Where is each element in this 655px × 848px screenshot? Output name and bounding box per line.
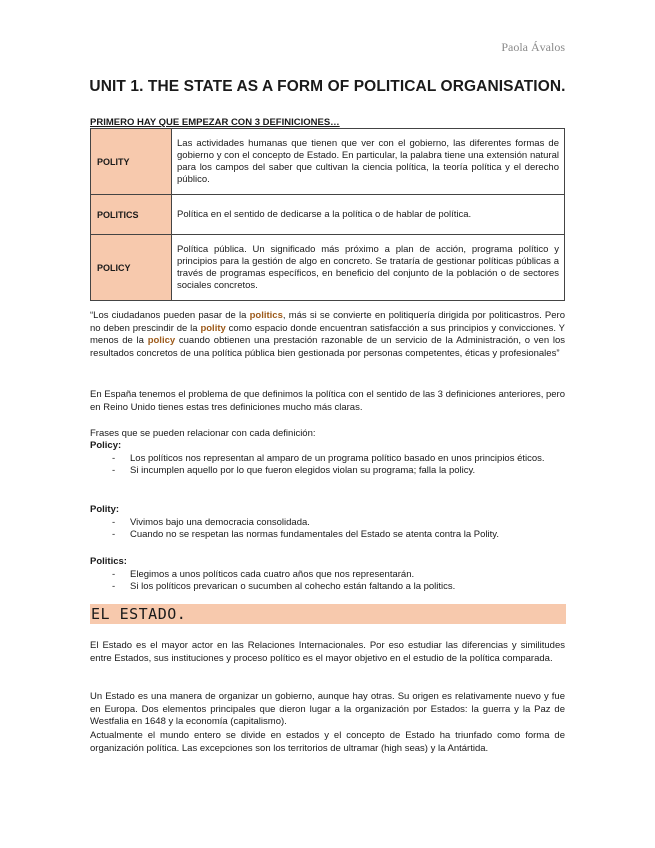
phrases-intro: Frases que se pueden relacionar con cada definición:	[90, 428, 316, 439]
definition-cell: Política en el sentido de dedicarse a la política o de hablar de política.	[172, 195, 565, 235]
table-row	[91, 235, 565, 301]
section-heading-estado: EL ESTADO.	[90, 604, 566, 624]
author-name: Paola Ávalos	[501, 40, 565, 54]
list-item: - Cuando no se respetan las normas fundamentales del Estado se atenta contra la Polity.	[90, 529, 565, 542]
estado-paragraph-1: El Estado es el mayor actor en las Relaciones Internacionales. Por eso estudiar las diferencias y similitudes entre Estados, sus instituciones y proceso político es el mayor objetivo en el estudio de la política comparada.	[90, 640, 565, 664]
quote-text: “Los ciudadanos pueden pasar de la	[90, 310, 250, 321]
definition-cell: Política pública. Un significado más próximo a plan de acción, programa político y principios para la gestión de algo en concreto. Se trataría de gestionar políticas públicas a través de programas específicos, en beneficio del conjunto de la población o de sectores sociales concretos.	[172, 235, 565, 301]
table-row	[91, 195, 565, 235]
highlight-politics: politics	[249, 310, 283, 321]
term-cell: POLICY	[91, 235, 172, 301]
list-item: - Si los políticos prevarican o sucumben al cohecho están faltando a la politics.	[90, 581, 565, 594]
quote-text: como espacio donde encuentran satisfacción a sus principios y convicciones. Y menos de la	[90, 322, 565, 347]
highlight-polity: polity	[200, 322, 226, 334]
phrase-list	[90, 569, 565, 594]
list-item: - Elegimos a unos políticos cada cuatro años que nos representarán.	[90, 569, 565, 582]
list-item: - Vivimos bajo una democracia consolidada.	[90, 517, 565, 530]
phrase-list	[90, 453, 565, 478]
definitions-subheading: PRIMERO HAY QUE EMPEZAR CON 3 DEFINICIONES…	[90, 117, 340, 128]
quote-paragraph	[90, 310, 565, 360]
page-title: UNIT 1. THE STATE AS A FORM OF POLITICAL ORGANISATION.	[89, 78, 566, 95]
highlight-policy: policy	[147, 335, 176, 347]
term-cell: POLITY	[91, 129, 172, 195]
table-row	[91, 129, 565, 195]
list-item: - Si incumplen aquello por lo que fueron elegidos violan su programa; falla la policy.	[90, 465, 565, 478]
group-label: Politics:	[90, 556, 127, 567]
spain-paragraph: En España tenemos el problema de que definimos la política con el sentido de las 3 definiciones anteriores, pero en Reino Unido tienes estas tres definiciones mucho más claras.	[90, 389, 565, 413]
group-label: Polity:	[90, 504, 120, 515]
quote-text: cuando obtienen una prestación razonable de un servicio de la Administración, o ven los resultados concretos de una política pública bien gestionada por personas competentes, éticas y profesionales”	[90, 335, 565, 359]
polity-group	[90, 504, 565, 542]
policy-group	[90, 440, 565, 478]
list-item: - Los políticos nos representan al amparo de un programa político basado en unos principios éticos.	[90, 453, 565, 466]
phrase-list	[90, 517, 565, 542]
politics-group	[90, 556, 565, 594]
estado-paragraph-3: Actualmente el mundo entero se divide en estados y el concepto de Estado ha triunfado como forma de organización política. Las excepciones son los territorios de ultramar (high seas) y la Antártida.	[90, 730, 565, 754]
estado-paragraph-2: Un Estado es una manera de organizar un gobierno, aunque hay otras. Su origen es relativamente nuevo y fue en Europa. Dos elementos principales que dieron lugar a la organización por Estados: la guerra y la Paz de Westfalia en 1648 y la economía (capitalismo).	[90, 691, 565, 728]
definitions-table	[90, 128, 565, 301]
group-label: Policy:	[90, 440, 122, 451]
term-cell: POLITICS	[91, 195, 172, 235]
definition-cell: Las actividades humanas que tienen que ver con el gobierno, las diferentes formas de gobierno y con el concepto de Estado. En particular, la palabra tiene una extensión natural para los campos del saber que cultivan la ciencia política, la teoría política y el derecho público.	[172, 129, 565, 195]
quote-text: , más si se convierte en politiquería dirigida por politicastros. Pero no deben prescindir de la	[90, 310, 566, 334]
